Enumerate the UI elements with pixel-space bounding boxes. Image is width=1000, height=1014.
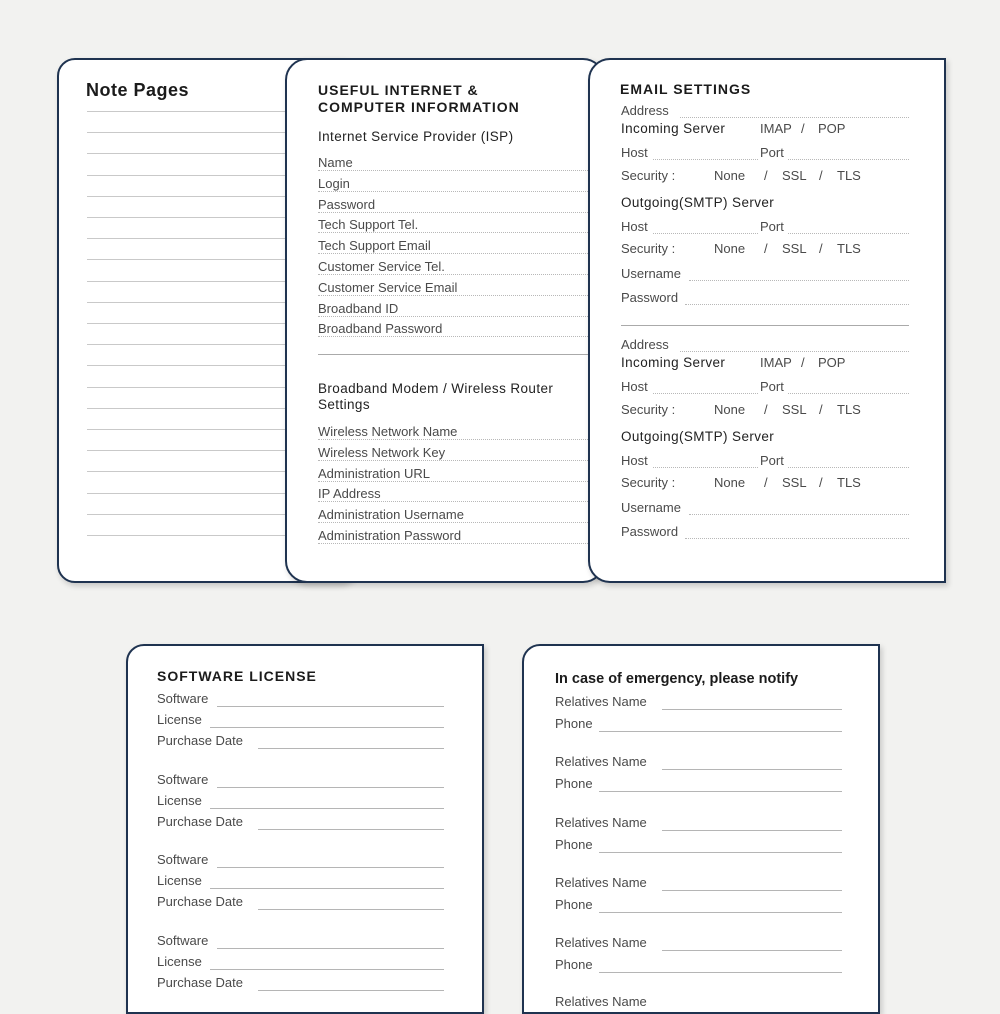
software-line[interactable] bbox=[217, 948, 444, 949]
password-line[interactable] bbox=[685, 538, 909, 539]
phone-label: Phone bbox=[555, 776, 593, 792]
pop-option[interactable]: POP bbox=[818, 121, 846, 136]
router-field-line[interactable] bbox=[318, 501, 605, 502]
internet-info-title-line2: COMPUTER INFORMATION bbox=[318, 99, 520, 115]
email-settings-title: EMAIL SETTINGS bbox=[620, 81, 752, 97]
port-line[interactable] bbox=[788, 159, 909, 160]
slash-separator: / bbox=[764, 241, 768, 256]
username-label: Username bbox=[621, 500, 681, 515]
isp-field-label: Customer Service Email bbox=[318, 279, 458, 295]
purchase-date-line[interactable] bbox=[258, 829, 444, 830]
slash-separator: / bbox=[764, 475, 768, 490]
isp-field-label: Password bbox=[318, 196, 376, 212]
port-line[interactable] bbox=[788, 467, 909, 468]
software-license-title: SOFTWARE LICENSE bbox=[157, 668, 317, 684]
isp-field-line[interactable] bbox=[318, 295, 605, 296]
host-line[interactable] bbox=[653, 393, 758, 394]
address-label: Address bbox=[621, 103, 669, 118]
router-field-line[interactable] bbox=[318, 460, 605, 461]
slash-separator: / bbox=[801, 355, 805, 370]
router-field-label: IP Address bbox=[318, 486, 381, 502]
security-ssl-option[interactable]: SSL bbox=[782, 168, 807, 183]
license-label: License bbox=[157, 873, 202, 888]
security-label: Security : bbox=[621, 475, 676, 490]
purchase-date-line[interactable] bbox=[258, 748, 444, 749]
isp-field-line[interactable] bbox=[318, 253, 605, 254]
router-field-label: Wireless Network Name bbox=[318, 424, 458, 439]
phone-line[interactable] bbox=[599, 852, 842, 853]
purchase-date-label: Purchase Date bbox=[157, 894, 243, 909]
software-label: Software bbox=[157, 932, 209, 948]
relatives-name-line[interactable] bbox=[662, 709, 842, 710]
security-label: Security : bbox=[621, 402, 676, 417]
address-line[interactable] bbox=[680, 117, 909, 118]
license-label: License bbox=[157, 953, 202, 969]
host-line[interactable] bbox=[653, 233, 758, 234]
incoming-server-label: Incoming Server bbox=[621, 355, 726, 370]
software-line[interactable] bbox=[217, 706, 444, 707]
security-tls-option[interactable]: TLS bbox=[837, 168, 861, 183]
isp-field-label: Tech Support Email bbox=[318, 238, 431, 254]
router-field-label: Administration Username bbox=[318, 507, 464, 523]
outgoing-server-label: Outgoing(SMTP) Server bbox=[621, 195, 775, 210]
host-label: Host bbox=[621, 145, 648, 160]
isp-field-label: Name bbox=[318, 155, 353, 170]
relatives-name-label: Relatives Name bbox=[555, 874, 647, 890]
security-none-option[interactable]: None bbox=[714, 402, 746, 417]
purchase-date-line[interactable] bbox=[258, 909, 444, 910]
emergency-card bbox=[522, 644, 880, 1014]
purchase-date-label: Purchase Date bbox=[157, 733, 243, 748]
username-line[interactable] bbox=[689, 514, 909, 515]
router-field-label: Wireless Network Key bbox=[318, 444, 446, 460]
phone-label: Phone bbox=[555, 896, 593, 912]
email-divider bbox=[621, 325, 909, 326]
router-heading-line2: Settings bbox=[318, 397, 370, 412]
port-label: Port bbox=[760, 453, 784, 468]
security-tls-option[interactable]: TLS bbox=[837, 475, 861, 490]
port-line[interactable] bbox=[788, 393, 909, 394]
address-line[interactable] bbox=[680, 351, 909, 352]
password-line[interactable] bbox=[685, 304, 909, 305]
software-label: Software bbox=[157, 771, 209, 787]
router-heading-line1: Broadband Modem / Wireless Router bbox=[318, 381, 554, 396]
isp-divider bbox=[318, 354, 605, 355]
license-label: License bbox=[157, 712, 202, 727]
username-label: Username bbox=[621, 266, 681, 281]
emergency-title: In case of emergency, please notify bbox=[555, 671, 799, 687]
isp-field-line[interactable] bbox=[318, 191, 605, 192]
port-label: Port bbox=[760, 219, 784, 234]
port-label: Port bbox=[760, 379, 784, 394]
isp-field-line[interactable] bbox=[318, 232, 605, 233]
phone-label: Phone bbox=[555, 716, 593, 731]
phone-line[interactable] bbox=[599, 912, 842, 913]
purchase-date-line[interactable] bbox=[258, 990, 444, 991]
password-label: Password bbox=[621, 524, 679, 539]
relatives-name-line[interactable] bbox=[662, 830, 842, 831]
isp-field-label: Login bbox=[318, 175, 350, 191]
purchase-date-label: Purchase Date bbox=[157, 813, 243, 829]
relatives-name-label: Relatives Name bbox=[555, 694, 647, 709]
isp-field-label: Tech Support Tel. bbox=[318, 217, 419, 233]
isp-field-line[interactable] bbox=[318, 336, 605, 337]
password-label: Password bbox=[621, 290, 679, 305]
phone-label: Phone bbox=[555, 957, 593, 973]
phone-label: Phone bbox=[555, 836, 593, 852]
isp-heading: Internet Service Provider (ISP) bbox=[318, 129, 514, 144]
router-field-line[interactable] bbox=[318, 543, 605, 544]
software-line[interactable] bbox=[217, 787, 444, 788]
host-label: Host bbox=[621, 379, 648, 394]
relatives-name-label: Relatives Name bbox=[555, 754, 647, 770]
isp-field-label: Broadband Password bbox=[318, 321, 443, 337]
relatives-name-label: Relatives Name bbox=[555, 814, 647, 830]
relatives-name-line[interactable] bbox=[662, 950, 842, 951]
software-label: Software bbox=[157, 691, 209, 706]
internet-info-card bbox=[285, 58, 605, 583]
isp-field-line[interactable] bbox=[318, 274, 605, 275]
software-license-card bbox=[126, 644, 484, 1014]
license-line[interactable] bbox=[210, 727, 444, 728]
router-field-label: Administration Password bbox=[318, 528, 462, 543]
host-line[interactable] bbox=[653, 467, 758, 468]
emergency-partial-label: Relatives Name bbox=[555, 994, 647, 1009]
relatives-name-line[interactable] bbox=[662, 769, 842, 770]
slash-separator: / bbox=[819, 168, 823, 183]
phone-line[interactable] bbox=[599, 791, 842, 792]
security-tls-option[interactable]: TLS bbox=[837, 241, 861, 256]
port-label: Port bbox=[760, 145, 784, 160]
address-label: Address bbox=[621, 337, 669, 352]
security-tls-option[interactable]: TLS bbox=[837, 402, 861, 417]
router-field-label: Administration URL bbox=[318, 465, 430, 481]
security-ssl-option[interactable]: SSL bbox=[782, 475, 807, 490]
imap-option[interactable]: IMAP bbox=[760, 355, 792, 370]
incoming-server-label: Incoming Server bbox=[621, 121, 726, 136]
security-label: Security : bbox=[621, 241, 676, 256]
pop-option[interactable]: POP bbox=[818, 355, 846, 370]
security-ssl-option[interactable]: SSL bbox=[782, 241, 807, 256]
internet-info-title-line1: USEFUL INTERNET & bbox=[318, 82, 479, 98]
host-line[interactable] bbox=[653, 159, 758, 160]
phone-line[interactable] bbox=[599, 972, 842, 973]
security-label: Security : bbox=[621, 168, 676, 183]
host-label: Host bbox=[621, 219, 648, 234]
license-line[interactable] bbox=[210, 808, 444, 809]
isp-field-label: Customer Service Tel. bbox=[318, 259, 445, 274]
isp-field-line[interactable] bbox=[318, 316, 605, 317]
security-ssl-option[interactable]: SSL bbox=[782, 402, 807, 417]
note-pages-title: Note Pages bbox=[86, 80, 190, 100]
slash-separator: / bbox=[764, 168, 768, 183]
isp-field-line[interactable] bbox=[318, 170, 605, 171]
port-line[interactable] bbox=[788, 233, 909, 234]
relatives-name-label: Relatives Name bbox=[555, 935, 647, 951]
imap-option[interactable]: IMAP bbox=[760, 121, 792, 136]
security-none-option[interactable]: None bbox=[714, 475, 746, 490]
username-line[interactable] bbox=[689, 280, 909, 281]
software-line[interactable] bbox=[217, 867, 444, 868]
license-line[interactable] bbox=[210, 969, 444, 970]
isp-field-label: Broadband ID bbox=[318, 300, 399, 316]
relatives-name-line[interactable] bbox=[662, 890, 842, 891]
license-line[interactable] bbox=[210, 888, 444, 889]
slash-separator: / bbox=[819, 241, 823, 256]
host-label: Host bbox=[621, 453, 648, 468]
router-field-line[interactable] bbox=[318, 439, 605, 440]
security-none-option[interactable]: None bbox=[714, 241, 746, 256]
isp-field-line[interactable] bbox=[318, 212, 605, 213]
security-none-option[interactable]: None bbox=[714, 168, 746, 183]
license-label: License bbox=[157, 792, 202, 808]
outgoing-server-label: Outgoing(SMTP) Server bbox=[621, 429, 775, 444]
slash-separator: / bbox=[764, 402, 768, 417]
email-settings-card bbox=[588, 58, 946, 583]
slash-separator: / bbox=[819, 402, 823, 417]
router-field-line[interactable] bbox=[318, 522, 605, 523]
purchase-date-label: Purchase Date bbox=[157, 974, 243, 990]
slash-separator: / bbox=[819, 475, 823, 490]
phone-line[interactable] bbox=[599, 731, 842, 732]
software-label: Software bbox=[157, 852, 209, 867]
slash-separator: / bbox=[801, 121, 805, 136]
router-field-line[interactable] bbox=[318, 481, 605, 482]
